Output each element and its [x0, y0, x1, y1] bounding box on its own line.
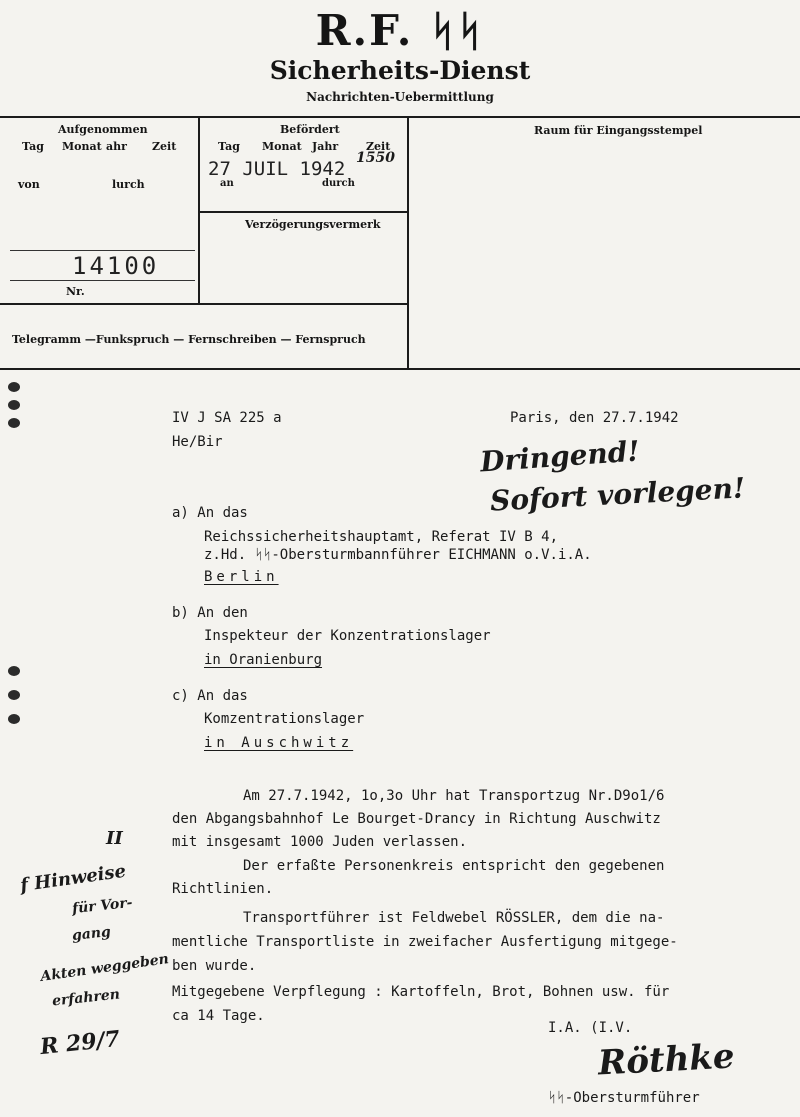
stamp-date: 27 JUIL 1942	[208, 158, 346, 180]
label-tag-2: Tag	[218, 140, 240, 153]
body-line: ben wurde.	[172, 958, 257, 974]
margin-note: erfahren	[51, 986, 121, 1010]
recipient-a-label: a) An das	[172, 505, 248, 521]
recipient-c-line1: Komzentrationslager	[204, 711, 365, 727]
punch-hole	[8, 418, 20, 428]
form-rule-nr-mid	[10, 280, 195, 281]
stamp-time: 1550	[356, 150, 395, 166]
label-nr: Nr.	[66, 285, 85, 298]
label-von: von	[18, 178, 40, 191]
label-monat-2: Monat	[262, 140, 302, 153]
body-line: mentliche Transportliste in zweifacher Ausfertigung mitgege-	[172, 934, 678, 950]
body-line: Am 27.7.1942, 1o,3o Uhr hat Transportzug Nr.D9o1/6	[243, 788, 665, 804]
recipient-a-city: Berlin	[204, 569, 279, 585]
punch-hole	[8, 690, 20, 700]
label-durch: durch	[322, 178, 355, 189]
label-eingangsstempel: Raum für Eingangsstempel	[534, 124, 703, 137]
form-bottom-rule	[0, 368, 800, 370]
form-rule-bottom-left	[0, 303, 408, 305]
recipient-b-city: in Oranienburg	[204, 652, 323, 668]
place-date: Paris, den 27.7.1942	[510, 410, 679, 426]
urgent-note-line2: Sofort vorlegen!	[489, 471, 746, 518]
recipient-a-line1: Reichssicherheitshauptamt, Referat IV B 4,	[204, 529, 559, 545]
signatory-title: ᛋᛋ-Obersturmführer	[548, 1090, 700, 1106]
recipient-b-line1: Inspekteur der Konzentrationslager	[204, 628, 491, 644]
label-tag: Tag	[22, 140, 44, 153]
label-aufgenommen: Aufgenommen	[58, 123, 148, 136]
urgent-note-line1: Dringend!	[479, 434, 641, 479]
form-divider-2	[407, 116, 409, 368]
label-monat: Monat	[62, 140, 102, 153]
transmission-types: Telegramm —Funkspruch — Fernschreiben — Fernspruch	[12, 333, 366, 346]
label-befoerdert: Befördert	[280, 123, 340, 136]
recipient-c-city: in Auschwitz	[204, 735, 354, 751]
form-rule-nr-top	[10, 250, 195, 251]
label-am: an	[220, 178, 234, 189]
margin-note: II	[106, 828, 123, 849]
letterhead-subtitle: Sicherheits-Dienst	[269, 56, 531, 85]
body-line: ca 14 Tage.	[172, 1008, 265, 1024]
letterhead-title: R.F. ᛋᛋ	[315, 6, 485, 55]
form-divider-1	[198, 116, 200, 304]
recipient-a-line2: z.Hd. ᛋᛋ-Obersturmbannführer EICHMANN o.V.i.A.	[204, 547, 592, 563]
ia-line: I.A. (I.V.	[548, 1020, 633, 1036]
label-durch-a: lurch	[112, 178, 145, 191]
reference-number: IV J SA 225 a	[172, 410, 282, 426]
punch-hole	[8, 382, 20, 392]
body-line: Richtlinien.	[172, 881, 274, 897]
body-line: den Abgangsbahnhof Le Bourget-Drancy in Richtung Auschwitz	[172, 811, 661, 827]
signature: Röthke	[597, 1036, 736, 1084]
margin-note: R 29/7	[38, 1025, 122, 1061]
label-jahr: Jahr	[312, 140, 339, 153]
label-verzoegerung: Verzögerungsvermerk	[245, 218, 381, 231]
label-jahr-a: ahr	[106, 140, 127, 153]
label-zeit-2: Zeit	[366, 140, 391, 153]
margin-note: f Hinweise	[19, 860, 128, 897]
punch-hole	[8, 666, 20, 676]
margin-note: Akten weggeben	[39, 951, 170, 985]
reference-initials: He/Bir	[172, 434, 223, 450]
recipient-b-label: b) An den	[172, 605, 248, 621]
letterhead-subtitle2: Nachrichten-Uebermittlung	[306, 90, 494, 104]
body-line: mit insgesamt 1000 Juden verlassen.	[172, 834, 468, 850]
body-line: Mitgegebene Verpflegung : Kartoffeln, Brot, Bohnen usw. für	[172, 984, 670, 1000]
label-zeit: Zeit	[152, 140, 177, 153]
nr-value: 14100	[72, 252, 160, 280]
recipient-c-label: c) An das	[172, 688, 248, 704]
form-rule-befoerdert	[198, 211, 408, 213]
punch-hole	[8, 714, 20, 724]
form-top-rule	[0, 116, 800, 118]
punch-hole	[8, 400, 20, 410]
body-line: Der erfaßte Personenkreis entspricht den gegebenen	[243, 858, 665, 874]
margin-note: für Vor-	[71, 894, 134, 918]
margin-note: gang	[71, 924, 112, 944]
body-line: Transportführer ist Feldwebel RÖSSLER, dem die na-	[243, 910, 665, 926]
